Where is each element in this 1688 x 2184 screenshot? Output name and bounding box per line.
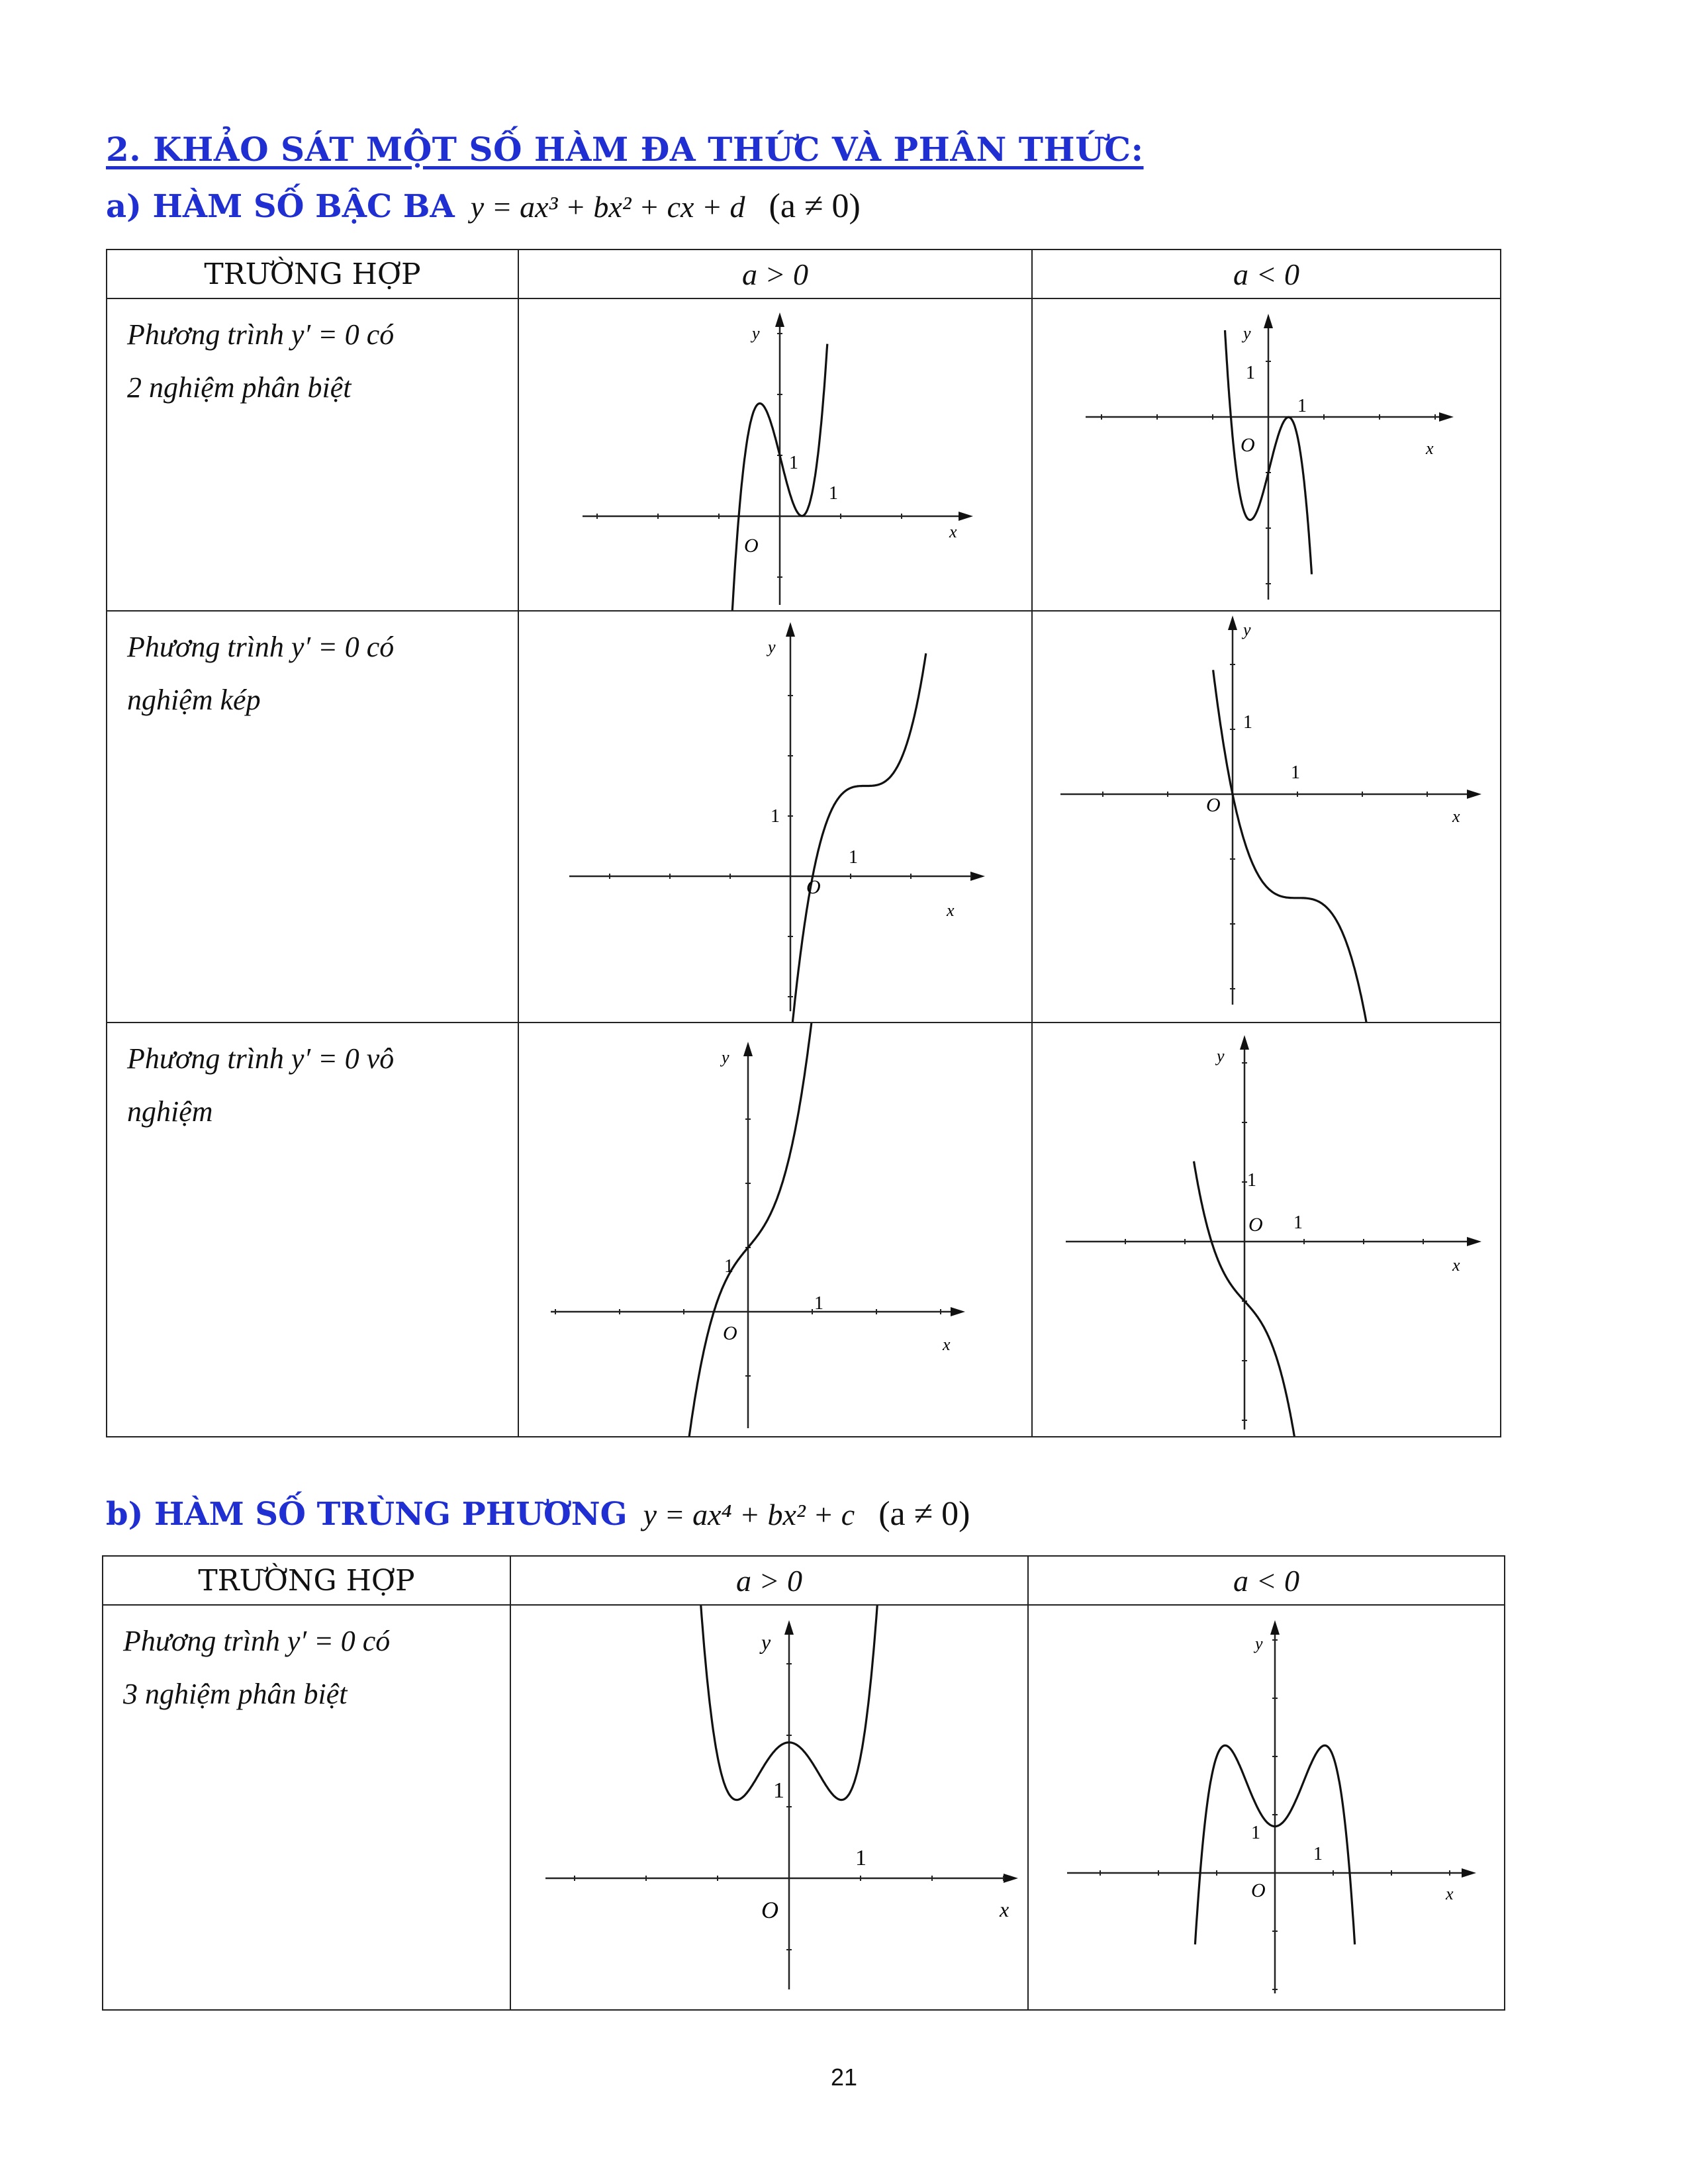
origin-label: O xyxy=(761,1897,778,1923)
x-one-label: 1 xyxy=(1297,396,1307,416)
x-axis-label: x xyxy=(1426,439,1434,458)
function-curve xyxy=(730,344,827,610)
table-row xyxy=(107,1023,1501,1437)
graph-cell xyxy=(1028,1605,1505,2010)
x-axis-arrow xyxy=(1439,412,1454,422)
x-one-label: 1 xyxy=(814,1293,823,1314)
y-axis-label: y xyxy=(1243,324,1251,343)
x-one-label: 1 xyxy=(1313,1844,1323,1864)
graph-cubic-pos-two-roots xyxy=(519,299,1033,610)
x-one-label: 1 xyxy=(1291,762,1300,783)
y-axis-arrow xyxy=(1240,1035,1249,1050)
x-axis-arrow xyxy=(959,512,973,521)
cubic-table-header xyxy=(107,250,1501,298)
header-a-negative: a < 0 xyxy=(1032,250,1501,298)
y-axis-arrow xyxy=(1270,1620,1280,1635)
y-axis-label: y xyxy=(768,637,776,657)
cubic-condition: (a ≠ 0) xyxy=(769,187,861,225)
case-cell xyxy=(107,298,518,611)
graph-cell xyxy=(1032,1023,1501,1437)
origin-label: O xyxy=(806,876,821,898)
x-axis-label: x xyxy=(943,1335,951,1354)
y-one-label: 1 xyxy=(1247,1170,1256,1191)
y-one-label: 1 xyxy=(724,1256,733,1277)
cubic-heading: a) HÀM SỐ BẬC BA xyxy=(106,188,455,225)
y-axis-arrow xyxy=(1228,615,1237,630)
x-one-label: 1 xyxy=(855,1846,867,1870)
x-axis-label: x xyxy=(947,901,955,920)
origin-label: O xyxy=(744,535,759,557)
x-axis-label: x xyxy=(1452,1255,1460,1275)
origin-label: O xyxy=(1248,1214,1263,1236)
origin-label: O xyxy=(1206,794,1221,816)
quartic-table xyxy=(102,1555,1505,2011)
quartic-table-header xyxy=(103,1556,1505,1605)
origin-label: O xyxy=(1241,434,1255,456)
case-line: nghiệm kép xyxy=(127,684,261,716)
graph-quartic-neg-three-roots xyxy=(1029,1606,1505,2009)
quartic-condition: (a ≠ 0) xyxy=(878,1495,970,1533)
case-line: Phương trình y′ = 0 có xyxy=(127,318,395,351)
x-one-label: 1 xyxy=(849,847,858,868)
y-one-label: 1 xyxy=(773,1778,784,1803)
x-axis-arrow xyxy=(970,872,985,881)
function-curve xyxy=(1213,670,1376,1022)
x-axis-label: x xyxy=(1000,1897,1009,1921)
graph-quartic-pos-three-roots xyxy=(511,1606,1029,2009)
function-curve xyxy=(761,653,926,1022)
header-a-positive: a > 0 xyxy=(510,1556,1028,1605)
cubic-heading-line xyxy=(106,187,861,226)
case-line: 2 nghiệm phân biệt xyxy=(127,371,352,404)
case-line: 3 nghiệm phân biệt xyxy=(123,1678,348,1710)
quartic-heading-line xyxy=(106,1494,970,1533)
origin-label: O xyxy=(1251,1880,1266,1901)
x-axis-arrow xyxy=(1004,1874,1018,1883)
table-row xyxy=(107,298,1501,611)
x-one-label: 1 xyxy=(829,483,838,504)
case-line: Phương trình y′ = 0 có xyxy=(123,1625,391,1657)
y-axis-label: y xyxy=(752,324,760,343)
x-axis-arrow xyxy=(1467,790,1481,799)
case-line: Phương trình y′ = 0 có xyxy=(127,631,395,663)
y-axis-arrow xyxy=(743,1042,753,1056)
graph-cubic-neg-two-roots xyxy=(1033,299,1501,610)
y-one-label: 1 xyxy=(1246,363,1255,383)
graph-cell xyxy=(518,298,1032,611)
y-one-label: 1 xyxy=(1243,712,1252,733)
function-curve xyxy=(685,1023,825,1436)
function-curve xyxy=(1194,1161,1301,1436)
y-axis-arrow xyxy=(786,622,795,637)
y-axis-label: y xyxy=(1255,1634,1263,1653)
case-cell xyxy=(103,1605,510,2010)
case-line: nghiệm xyxy=(127,1095,213,1128)
header-a-negative: a < 0 xyxy=(1028,1556,1505,1605)
y-axis-label: y xyxy=(1217,1046,1225,1066)
graph-cubic-pos-no-root xyxy=(519,1023,1033,1436)
graph-cell xyxy=(1032,611,1501,1023)
x-axis-label: x xyxy=(949,522,957,541)
section-title: 2. KHẢO SÁT MỘT SỐ HÀM ĐA THỨC VÀ PHÂN THỨC: xyxy=(106,130,1144,169)
graph-cubic-pos-double-root xyxy=(519,612,1033,1022)
x-axis-arrow xyxy=(1462,1868,1476,1878)
table-row xyxy=(103,1605,1505,2010)
x-one-label: 1 xyxy=(1293,1212,1303,1233)
y-one-label: 1 xyxy=(771,806,780,827)
y-axis-label: y xyxy=(722,1048,729,1067)
graph-cell xyxy=(518,1023,1032,1437)
x-axis-arrow xyxy=(1467,1237,1481,1246)
x-axis-arrow xyxy=(951,1307,965,1316)
graph-cell xyxy=(1032,298,1501,611)
graph-cubic-neg-double-root xyxy=(1033,612,1501,1022)
y-axis-arrow xyxy=(784,1620,794,1635)
quartic-formula: y = ax⁴ + bx² + c xyxy=(643,1498,855,1531)
graph-cell xyxy=(510,1605,1028,2010)
graph-cubic-neg-no-root xyxy=(1033,1023,1501,1436)
x-axis-label: x xyxy=(1446,1884,1454,1903)
table-row xyxy=(107,611,1501,1023)
case-line: Phương trình y′ = 0 vô xyxy=(127,1042,395,1075)
y-one-label: 1 xyxy=(1251,1823,1260,1843)
y-axis-label: y xyxy=(1243,620,1251,639)
x-axis-label: x xyxy=(1452,807,1460,826)
header-case: TRƯỜNG HỢP xyxy=(107,250,518,298)
case-cell xyxy=(107,611,518,1023)
cubic-table xyxy=(106,249,1501,1437)
cubic-formula: y = ax³ + bx² + cx + d xyxy=(470,190,745,224)
origin-label: O xyxy=(723,1322,737,1344)
quartic-heading: b) HÀM SỐ TRÙNG PHƯƠNG xyxy=(106,1496,628,1533)
graph-cell xyxy=(518,611,1032,1023)
y-one-label: 1 xyxy=(789,453,798,473)
header-case: TRƯỜNG HỢP xyxy=(103,1556,510,1605)
y-axis-arrow xyxy=(1264,314,1273,328)
header-a-positive: a > 0 xyxy=(518,250,1032,298)
page-number: 21 xyxy=(830,2064,858,2091)
y-axis-label: y xyxy=(761,1630,771,1654)
y-axis-arrow xyxy=(775,312,784,327)
case-cell xyxy=(107,1023,518,1437)
